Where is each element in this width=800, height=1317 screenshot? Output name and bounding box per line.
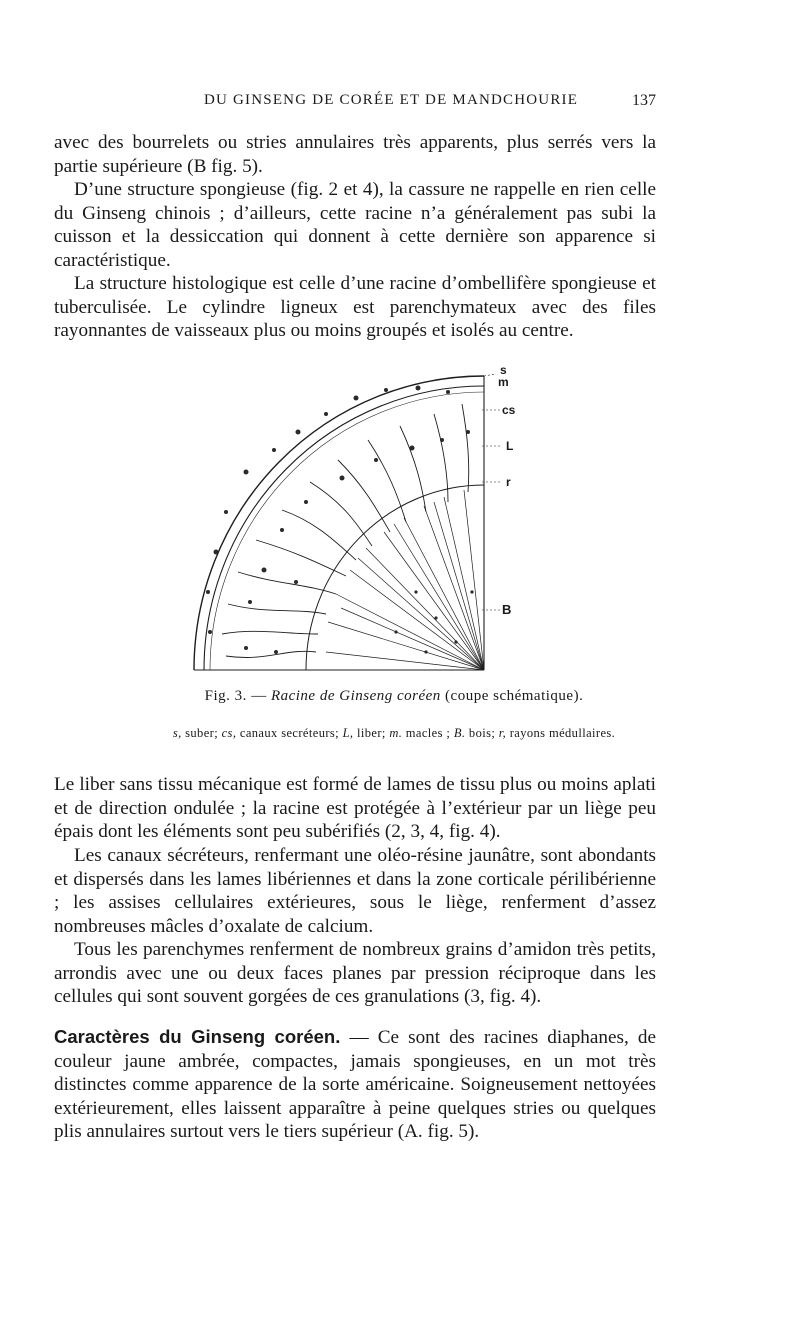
label-B: B <box>502 602 512 617</box>
label-m: m <box>498 375 509 389</box>
running-title: DU GINSENG DE CORÉE ET DE MANDCHOURIE <box>204 92 579 108</box>
paragraph-5: Les canaux sécréteurs, renfermant une oléo-résine jaunâtre, sont abondants et dispersés dans les lames libériennes et dans la zone corticale périlibérienne ; les assises cellulaires extérieures, sous le liège, renferment d’assez nombreuses mâcles d’oxalate de calcium. <box>54 845 656 937</box>
label-s: s <box>500 363 507 377</box>
paragraph-1: avec des bourrelets ou stries annulaires très apparents, plus serrés vers la partie supérieure (B fig. 5). <box>54 132 656 177</box>
page-header <box>54 92 656 116</box>
legend-abbr-r: r, <box>498 726 507 740</box>
label-L: L <box>506 439 514 453</box>
figure-root-section <box>186 352 526 682</box>
caption-fig-label: Fig. 3. <box>204 688 247 704</box>
legend-abbr-L: L, <box>342 726 354 740</box>
page-number: 137 <box>632 92 656 109</box>
caption-subtitle: (coupe schématique). <box>440 688 584 704</box>
section-heading: Caractères du Ginseng coréen. <box>54 1026 341 1047</box>
legend-text-cs: canaux secréteurs; <box>236 726 343 740</box>
figure-legend <box>54 726 734 741</box>
liber-lamellae <box>222 404 469 658</box>
label-cs: cs <box>502 403 516 417</box>
paragraph-4: Le liber sans tissu mécanique est formé de lames de tissu plus ou moins aplati et de direction ondulée ; la racine est protégée à l’extérieur par un liège peu épais dont les éléments sont peu subérifiés (2, 3, 4, fig. 4). <box>54 774 656 843</box>
legend-abbr-s: s, <box>172 726 182 740</box>
legend-text-L: liber; <box>353 726 390 740</box>
medullary-rays <box>326 490 484 670</box>
root-section-illustration <box>186 352 526 682</box>
paragraph-3: La structure histologique est celle d’une racine d’ombellifère spongieuse et tuberculisée. Le cylindre ligneux est parenchymateux avec des files rayonnantes de vaisseaux plus ou moins groupés et isolés au centre. <box>54 273 656 342</box>
paragraph-6: Tous les parenchymes renferment de nombreux grains d’amidon très petits, arrondis avec une ou deux faces planes par pression réciproque dans les cellules qui sont souvent gorgées de ces granulations (3, fig. 4). <box>54 939 656 1008</box>
figure-caption <box>54 688 734 705</box>
label-r: r <box>506 475 511 489</box>
label-leaders <box>482 374 502 610</box>
figure-labels <box>498 363 516 617</box>
paragraph-7-body: — Ce sont des racines diaphanes, de couleur jaune ambrée, compactes, jamais spongieuses, en un mot très distinctes comme apparence de la sorte américaine. Soigneusement nettoyées extérieurement, elles laissent apparaître à peine quelques stries ou quelques plis annulaires surtout vers le tiers supérieur (A. fig. 5). <box>54 1027 656 1143</box>
caption-dash: — <box>246 688 271 704</box>
legend-abbr-m: m. <box>389 726 403 740</box>
paragraph-2: D’une structure spongieuse (fig. 2 et 4), la cassure ne rappelle en rien celle du Ginseng chinois ; d’ailleurs, cette racine n’a généralement pas subi la cuisson et la dessiccation qui donnent à cette dernière son apparence si caractéristique. <box>54 179 656 271</box>
paragraph-7 <box>54 1025 656 1144</box>
caption-title: Racine de Ginseng coréen <box>270 688 441 704</box>
legend-text-r: rayons médullaires. <box>506 726 616 740</box>
legend-text-m: macles ; <box>402 726 454 740</box>
legend-abbr-cs: cs, <box>221 726 237 740</box>
legend-text-s: suber; <box>181 726 222 740</box>
legend-text-B: bois; <box>465 726 499 740</box>
legend-abbr-B: B. <box>453 726 466 740</box>
